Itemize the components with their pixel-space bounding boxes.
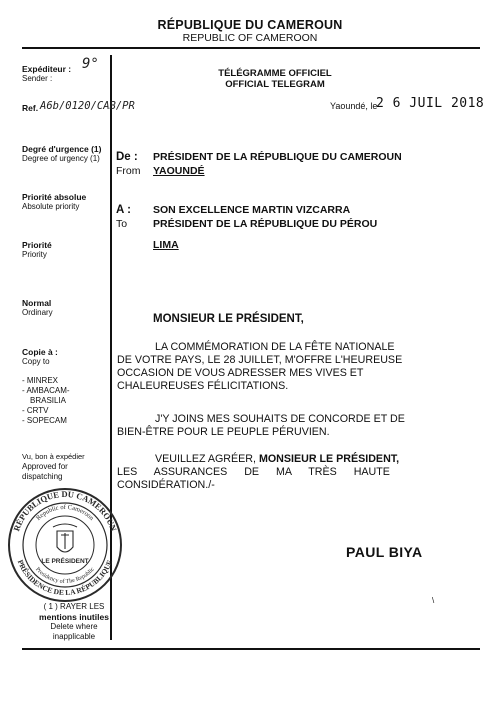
signature-name: PAUL BIYA [346,544,423,560]
normal-fr: Normal [22,298,52,308]
absolute-priority-fr: Priorité absolue [22,192,87,202]
header-title-en: REPUBLIC OF CAMEROON [182,32,318,44]
svg-text:Republic of Cameroon [35,504,95,522]
footnote-line-4: inapplicable [52,632,96,641]
copy-item: - SOPECAM [22,416,67,425]
to-tag-en: To [116,218,128,230]
urgency-label-en: Degree of urgency (1) [22,154,100,163]
dispatch-en-1: Approved for [22,462,68,471]
dispatch-block [22,452,108,482]
salutation: MONSIEUR LE PRÉSIDENT, [153,313,304,325]
urgency-label-fr: Degré d'urgence (1) [22,144,102,154]
from-tag-fr: De : [116,151,138,163]
footnote-line-3: Delete where [50,622,98,631]
p1-line: DE VOTRE PAYS, LE 28 JUILLET, M'OFFRE L'HEUREUSE [117,354,403,366]
paragraph-3 [117,453,466,492]
telegram-title-en: OFFICIAL TELEGRAM [225,79,325,90]
copy-label-en: Copy to [22,357,50,366]
to-line-3: LIMA [153,239,179,251]
sender-label-en: Sender : [22,74,53,83]
p3-line: LES ASSURANCES DE MA TRÈS HAUTE [117,466,390,478]
paragraph-2 [117,413,466,439]
to-line-2: PRÉSIDENT DE LA RÉPUBLIQUE DU PÉROU [153,218,378,230]
seal-outer-bottom: PRÉSIDENCE DE LA RÉPUBLIQUE [15,558,115,598]
copy-list [22,376,108,426]
top-divider [22,47,480,49]
p1-line: LA COMMÉMORATION DE LA FÊTE NATIONALE [155,341,395,353]
seal-inner-bottom: Presidency of The Republic [34,566,96,586]
seal-emblem-icon [53,524,77,552]
copy-item: - CRTV [22,406,49,415]
from-line-2: YAOUNDÉ [153,165,205,177]
p1-line: OCCASION DE VOUS ADRESSER MES VIVES ET [117,367,364,379]
place-label: Yaoundé, le [330,101,378,111]
copy-item: - AMBACAM- [22,386,70,395]
header-title-fr: RÉPUBLIQUE DU CAMEROUN [157,18,343,32]
sender-label-fr: Expéditeur : [22,64,72,74]
copy-item: - MINREX [22,376,58,385]
footnote-block [34,602,114,642]
from-tag-en: From [116,165,141,177]
priority-en: Priority [22,250,47,259]
presidential-seal [7,487,123,603]
copy-label-fr: Copie à : [22,347,58,357]
tick-mark: \ [432,596,435,605]
to-line-1: SON EXCELLENCE MARTIN VIZCARRA [153,204,351,216]
paragraph-1 [117,341,466,393]
priority-fr: Priorité [22,240,52,250]
p3-intro: VEUILLEZ AGRÉER, [155,453,259,465]
normal-en: Ordinary [22,308,53,317]
urgency-block [22,144,108,164]
sender-handwritten: 9° [82,56,99,72]
absolute-priority-en: Absolute priority [22,202,80,211]
p3-address: MONSIEUR LE PRÉSIDENT, [258,453,400,465]
seal-outer-top: RÉPUBLIQUE DU CAMEROUN [11,488,119,533]
from-line-1: PRÉSIDENT DE LA RÉPUBLIQUE DU CAMEROUN [153,151,402,163]
ref-label: Ref. [22,103,39,113]
bottom-divider [22,648,480,650]
footnote-line-2: mentions inutiles [39,612,109,622]
date-stamp: 2 6 JUIL 2018 [376,96,485,111]
priority-block [22,240,108,260]
p2-line: J'Y JOINS MES SOUHAITS DE CONCORDE ET DE [155,413,405,425]
to-tag-fr: A : [116,204,131,216]
p3-line: CONSIDÉRATION./- [117,479,215,491]
copy-block [22,347,108,367]
normal-block [22,298,108,318]
p2-line: BIEN-ÊTRE POUR LE PEUPLE PÉRUVIEN. [117,426,330,438]
seal-inner-top: Republic of Cameroon [35,503,95,522]
dispatch-fr: Vu, bon à expédier [22,452,85,461]
ref-handwritten: A6b/0120/CAB/PR [40,100,135,112]
seal-center-label: LE PRÉSIDENT [41,558,89,565]
dispatch-en-2: dispatching [22,472,63,481]
copy-item: BRASILIA [30,396,67,405]
p1-line: CHALEUREUSES FÉLICITATIONS. [117,380,289,392]
absolute-priority-block [22,192,108,212]
footnote-line-1: ( 1 ) RAYER LES [43,602,105,611]
telegram-title-fr: TÉLÉGRAMME OFFICIEL [218,68,332,79]
